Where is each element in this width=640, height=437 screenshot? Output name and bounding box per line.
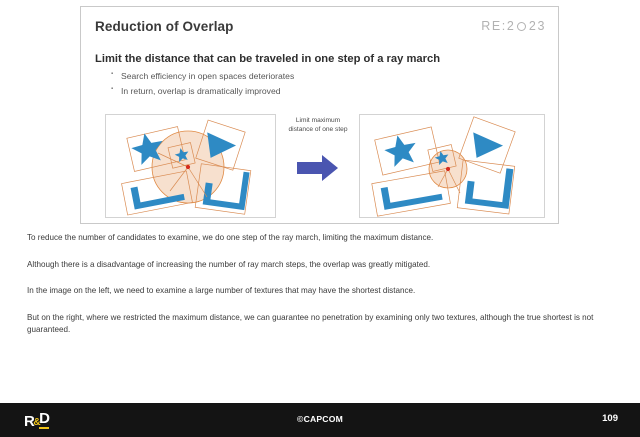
slide-heading: Limit the distance that can be traveled in one step of a ray march [95,53,441,65]
triangle-shape [471,132,504,160]
right-check-shape [465,164,514,209]
arrow-container [279,153,357,183]
bullet-item: ▪ Search efficiency in open spaces deteriorates [111,71,294,81]
note-paragraph: But on the right, where we restricted the maximum distance, we can guarantee no penetration by examining only two textures, although the true shortest is not guaranteed. [27,313,594,334]
rnd-logo-ampersand: & [33,417,41,428]
circle-zero-icon [517,22,526,31]
note-paragraph: To reduce the number of candidates to examine, we do one step of the ray march, limiting the maximum distance. [27,233,434,242]
speaker-notes [27,232,607,351]
note-paragraph: In the image on the left, we need to examine a large number of textures that may have the shortest distance. [27,286,416,296]
note-paragraph: Although there is a disadvantage of increasing the number of ray march steps, the overlap was greatly mitigated. [27,259,431,269]
transition-block [279,117,357,183]
re2023-suffix: 23 [528,19,546,33]
unrestricted-ray-march-diagram [106,115,276,218]
copyright-text: ©CAPCOM [297,414,343,424]
slide-card [80,6,559,224]
re2023-logo [481,19,546,33]
right-figure-panel [359,114,545,218]
slide-title: Reduction of Overlap [95,19,234,34]
query-point-dot [446,167,450,171]
left-figure-panel [105,114,276,218]
footer-bar [0,403,640,437]
rnd-logo-d: D [39,410,50,427]
bullet-list [111,71,294,101]
rnd-logo-r: R [24,413,35,430]
page-number: 109 [602,413,618,424]
restricted-ray-march-diagram [360,115,545,218]
query-point-dot [186,165,190,169]
transition-caption [279,117,357,135]
re2023-prefix: RE:2 [481,19,516,33]
bullet-item: ▪ In return, overlap is dramatically improved [111,86,294,96]
left-check-shape [381,178,443,210]
transition-caption-line2: distance of one step [288,125,348,133]
right-arrow-icon [297,153,339,183]
transition-caption-line1: Limit maximum [295,117,341,124]
